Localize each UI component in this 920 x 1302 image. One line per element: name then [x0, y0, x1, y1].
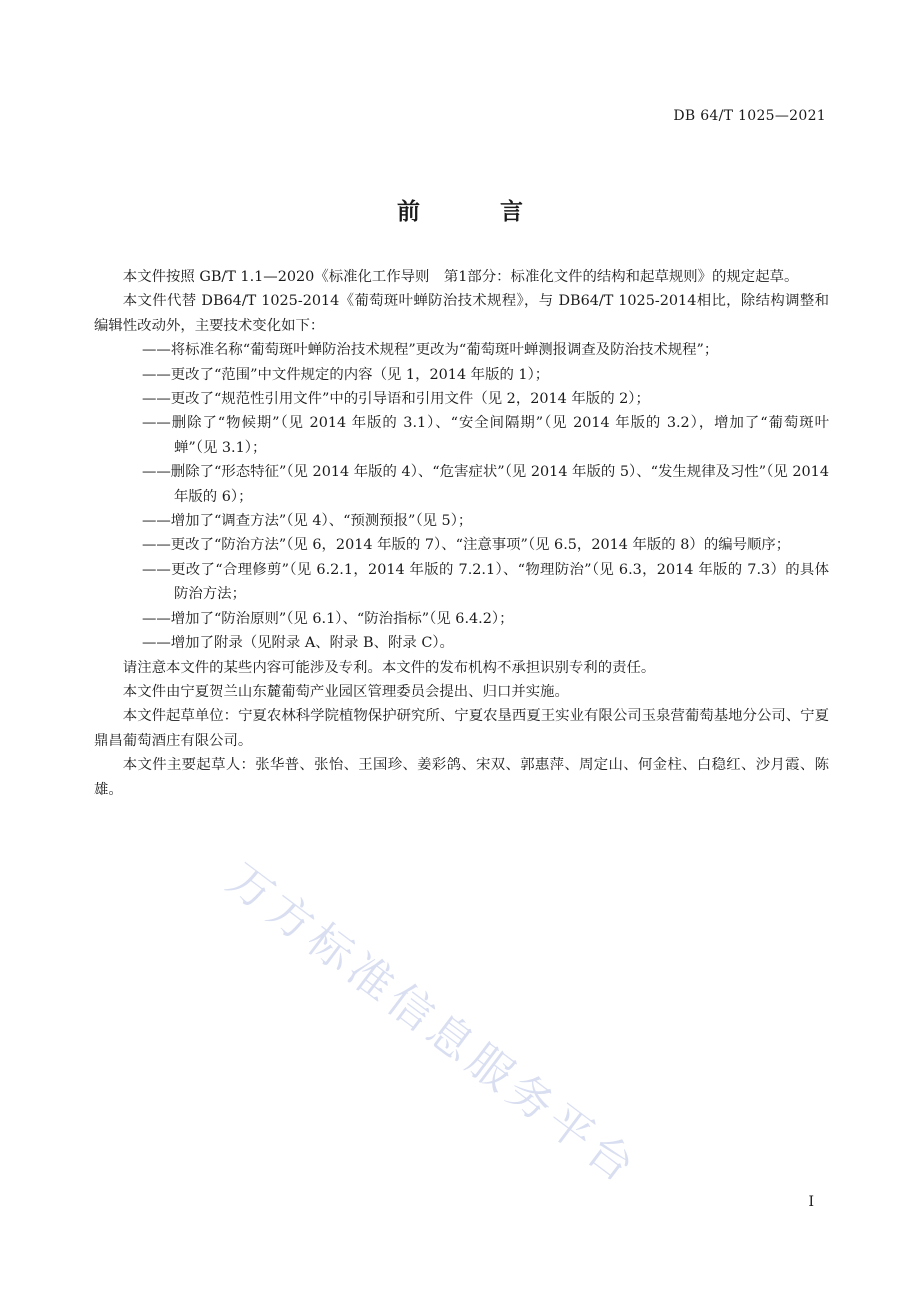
watermark: 万方标准信息服务平台 [217, 853, 648, 1196]
document-body [94, 265, 829, 802]
change-item: ——增加了附录（见附录 A、附录 B、附录 C）。 [142, 635, 454, 652]
page-title: 前 言 [396, 198, 559, 225]
change-item: ——更改了“范围”中文件规定的内容（见 1，2014 年版的 1）； [142, 366, 550, 383]
page-number: I [808, 1194, 814, 1210]
change-item: ——增加了“调查方法”（见 4）、“预测预报”（见 5）； [142, 513, 473, 530]
change-item: ——增加了“防治原则”（见 6.1）、“防治指标”（见 6.4.2）； [142, 610, 514, 627]
change-item: ——更改了“防治方法”（见 6，2014 年版的 7）、“注意事项”（见 6.5，2014 年版的 8）的编号顺序； [142, 537, 791, 554]
change-item: ——更改了“合理修剪”（见 6.2.1，2014 年版的 7.2.1）、“物理防治”（见 6.3，2014 年版的 7.3）的具体防治方法； [142, 561, 829, 603]
paragraph: 本文件由宁夏贺兰山东麓葡萄产业园区管理委员会提出、归口并实施。 [122, 683, 569, 700]
change-item: ——将标准名称“葡萄斑叶蝉防治技术规程”更改为“葡萄斑叶蝉测报调查及防治技术规程”； [142, 342, 719, 359]
paragraph: 本文件主要起草人：张华普、张怡、王国珍、姜彩鸽、宋双、郭惠萍、周定山、何金柱、白稳红、沙月霞、陈雄。 [94, 757, 829, 798]
document-code: DB 64/T 1025—2021 [673, 108, 826, 124]
paragraph: 请注意本文件的某些内容可能涉及专利。本文件的发布机构不承担识别专利的责任。 [122, 659, 656, 676]
change-item: ——删除了“形态特征”（见 2014 年版的 4）、“危害症状”（见 2014 年版的 5）、“发生规律及习性”（见 2014 年版的 6）； [142, 464, 829, 505]
paragraph: 本文件代替 DB64/T 1025-2014《葡萄斑叶蝉防治技术规程》，与 DB64/T 1025-2014相比，除结构调整和编辑性改动外，主要技术变化如下： [94, 293, 829, 334]
change-item: ——更改了“规范性引用文件”中的引导语和引用文件（见 2，2014 年版的 2）； [142, 391, 650, 408]
paragraph: 本文件按照 GB/T 1.1—2020《标准化工作导则 第1部分：标准化文件的结构和起草规则》的规定起草。 [122, 269, 799, 285]
paragraph: 本文件起草单位：宁夏农林科学院植物保护研究所、宁夏农垦西夏王实业有限公司玉泉营葡萄基地分公司、宁夏鼎昌葡萄酒庄有限公司。 [94, 708, 829, 749]
change-item: ——删除了“物候期”（见 2014 年版的 3.1）、“安全间隔期”（见 2014 年版的 3.2），增加了“葡萄斑叶蝉”（见 3.1）； [142, 415, 829, 456]
